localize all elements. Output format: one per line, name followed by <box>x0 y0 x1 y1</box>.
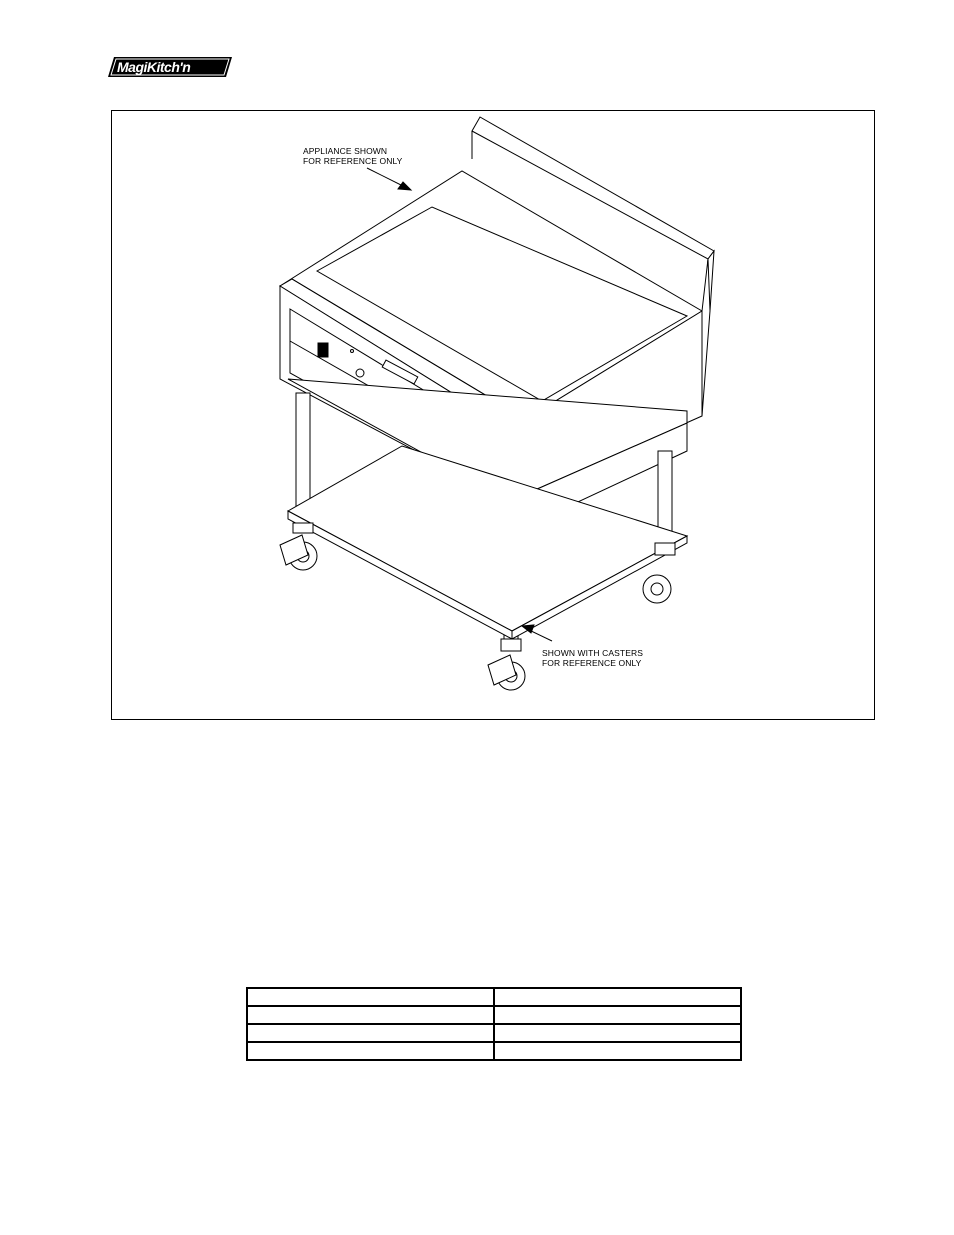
appliance-note-line1: APPLIANCE SHOWN <box>303 146 388 156</box>
table-cell <box>494 988 741 1006</box>
svg-text:MagiKitch'n: MagiKitch'n <box>117 59 191 75</box>
table-row <box>247 988 741 1006</box>
appliance-figure <box>111 110 875 720</box>
brand-logo <box>108 56 232 78</box>
table-row <box>247 1042 741 1060</box>
table-row <box>247 1006 741 1024</box>
table-cell <box>494 1006 741 1024</box>
table-cell <box>494 1042 741 1060</box>
table-cell <box>494 1024 741 1042</box>
casters-note-line1: SHOWN WITH CASTERS <box>542 648 643 658</box>
table-cell <box>247 1024 494 1042</box>
table-cell <box>247 1006 494 1024</box>
table-cell <box>247 1042 494 1060</box>
appliance-reference-note <box>303 146 402 166</box>
appliance-drawing <box>112 111 875 720</box>
casters-reference-note <box>542 648 643 668</box>
table-cell <box>247 988 494 1006</box>
spec-table <box>246 987 742 1061</box>
appliance-note-line2: FOR REFERENCE ONLY <box>303 156 403 166</box>
table-row <box>247 1024 741 1042</box>
casters-note-line2: FOR REFERENCE ONLY <box>542 658 642 668</box>
